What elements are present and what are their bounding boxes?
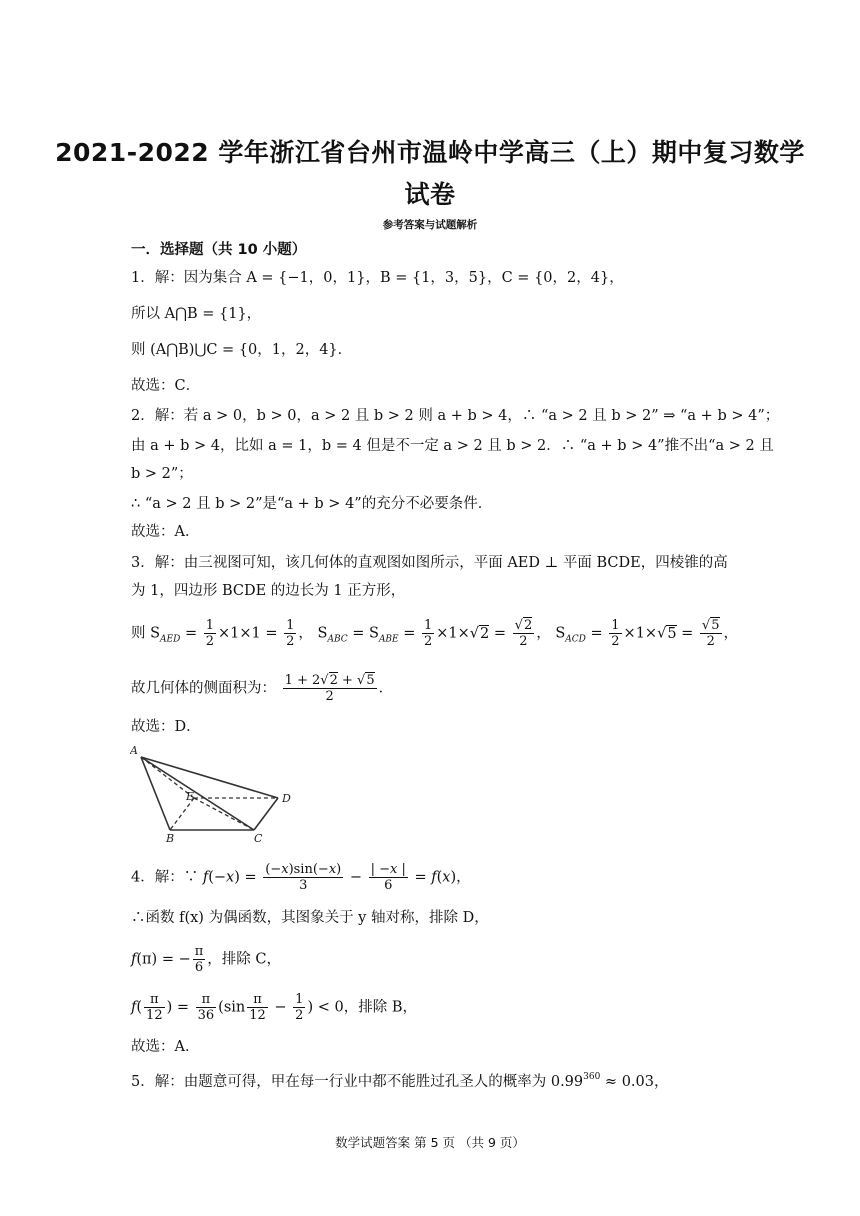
q2-line2: 由 a + b > 4，比如 a = 1，b = 4 但是不一定 a > 2 且 b > 2．∴ “a + b > 4”推不出“a > 2 且 (131, 438, 774, 454)
q2-line1: 2．解：若 a > 0，b > 0，a > 2 且 b > 2 则 a + b > 4，∴ “a > 2 且 b > 2” ⇒ “a + b > 4”； (131, 408, 780, 424)
page-title-line2: 试卷 (404, 180, 456, 209)
edge-ac (141, 757, 254, 830)
q1-line2: 所以 A⋂B = {1}， (131, 306, 262, 322)
q2-line3: b > 2”； (131, 466, 193, 482)
page-footer: 数学试题答案 第 5 页 （共 9 页） (335, 1135, 525, 1150)
q5-line1: 5．解：由题意可得，甲在每一行业中都不能胜过孔圣人的概率为 $0.99^{360} \approx 0.03$， (131, 1072, 669, 1090)
q3-answer: 故选：D． (131, 719, 201, 735)
edge-cd (254, 798, 278, 830)
edge-ec-hidden (194, 798, 254, 830)
q4-answer: 故选：A． (131, 1039, 200, 1055)
q1-line1: 1．解：因为集合 A = {−1，0，1}，B = {1，3，5}，C = {0，2，4}， (131, 270, 624, 286)
edge-ab (141, 757, 170, 830)
pyramid-figure (130, 744, 300, 844)
q4-line3: f(π) = − $\frac{\pi}{6}$ ，排除 C， (131, 944, 282, 975)
q3-area-formulas: 则 $S_{AED}$ = $\frac{1}{2}$ ×1×1 = $\frac{1}{2}$ ， $S_{ABC} = S_{ABE}$ = $\frac{1}{2}$ ×1×√2 = $\frac{√2}{2}$ ， $S_{ACD}$ = $\frac{1}{2}$ ×1×√5 = $\frac{√5}{2}$ ， (131, 618, 738, 649)
q3-line1: 3．解：由三视图可知，该几何体的直观图如图所示，平面 AED ⊥ 平面 BCDE，四棱锥的高 (131, 555, 728, 571)
q4-line1: 4．解：∵ f(−x) = $\frac{(-x)\sin(-x)}{3}$ − $\frac{| -x |}{6}$ = f(x)， (131, 862, 471, 893)
q4-line2: ∴函数 f(x) 为偶函数，其图象关于 y 轴对称，排除 D， (131, 910, 489, 926)
q4-line4: f( $\frac{\pi}{12}$ ) = $\frac{\pi}{36}$ (sin $\frac{\pi}{12}$ − $\frac{1}{2}$ ) < 0，排除 B， (131, 992, 417, 1023)
q1-answer: 故选：C． (131, 378, 201, 394)
q3-lateral-area: 故几何体的侧面积为： $\frac{1 + 2√2 + √5}{2}$ ． (131, 673, 394, 704)
vertex-label-a: A (130, 744, 138, 757)
q1-line3: 则 (A⋂B)⋃C = {0，1，2，4}． (131, 342, 353, 358)
vertex-label-e: E (186, 790, 195, 803)
q3-line2: 为 1，四边形 BCDE 的边长为 1 正方形， (131, 583, 406, 599)
page-title: 2021-2022 学年浙江省台州市温岭中学高三（上）期中复习数学 (55, 138, 805, 167)
page-subtitle: 参考答案与试题解析 (382, 219, 478, 231)
section-heading: 一．选择题（共 10 小题） (131, 242, 307, 258)
vertex-label-b: B (166, 832, 175, 844)
q2-line4: ∴ “a > 2 且 b > 2”是“a + b > 4”的充分不必要条件． (131, 496, 493, 512)
vertex-label-c: C (254, 832, 263, 844)
vertex-label-d: D (282, 792, 291, 805)
edge-ad (141, 757, 278, 798)
q2-answer: 故选：A． (131, 524, 200, 540)
